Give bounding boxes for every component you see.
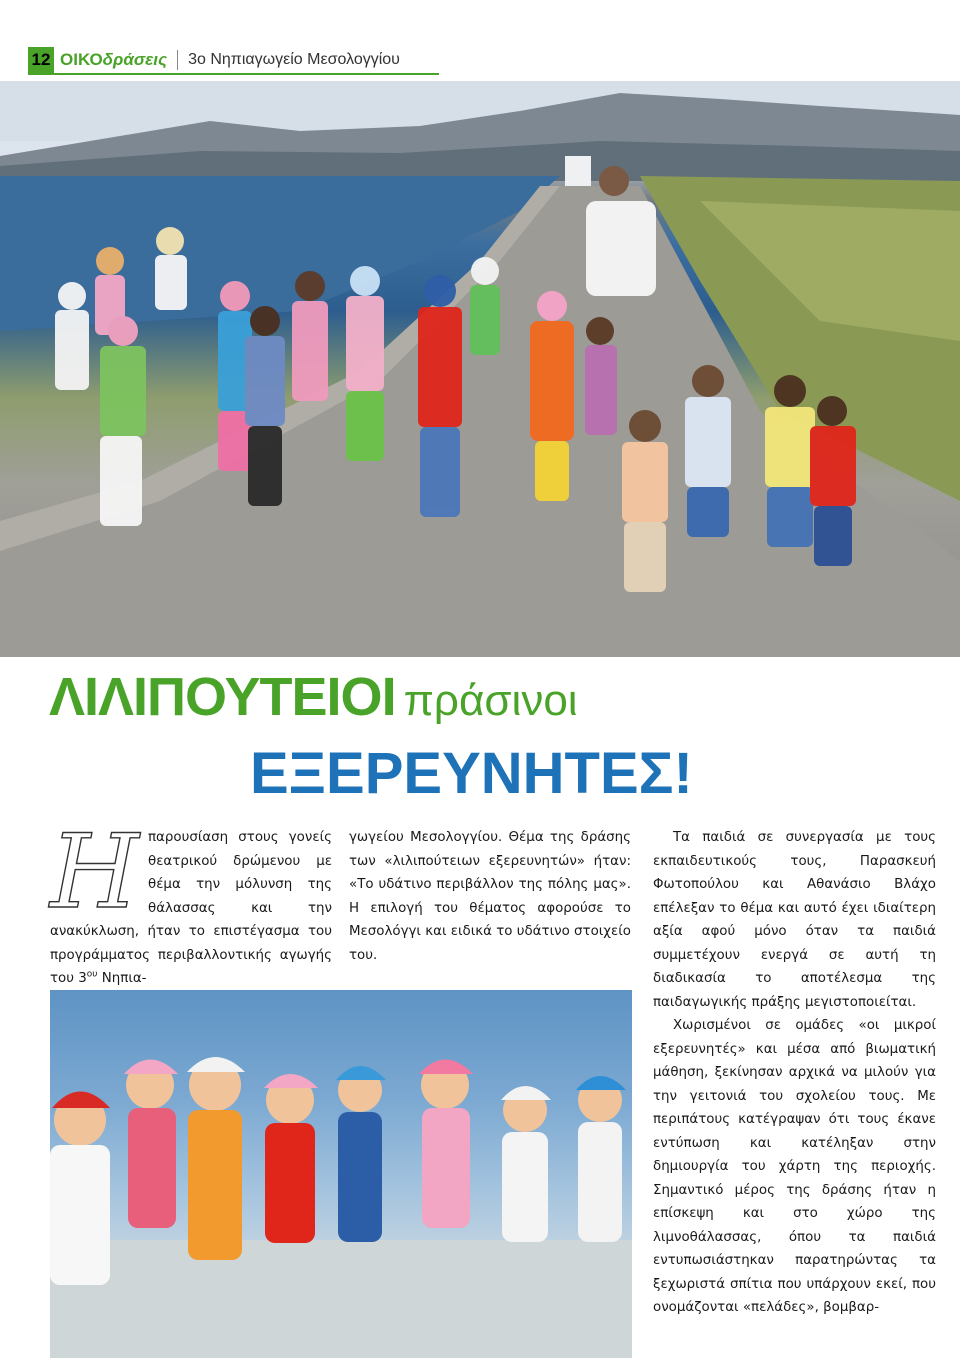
page-number: 12 [28,47,54,73]
title-small-word: πράσινοι [403,676,578,725]
column-3 [653,826,936,1320]
col3-paragraph-2: Χωρισμένοι σε ομάδες «οι μικροί εξερευνητές» και μέσα από βιωματική μάθηση, ξεκίνησαν αρχικά να μιλούν για την γειτονιά του σχολείου τους. Με περιπάτους κατέγραψαν ότι τους έκανε εντύπωση και κατέληξαν στην δημιουργία του χάρτη της περιοχής. Σημαντικό μέρος της δράσης ήταν η επίσκεψη και στο χώρο της λιμνοθάλασσας, όπου τα παιδιά εντυπωσιάστηκαν παρατηρώντας τα ξεχωριστά σπίτια που υπάρχουν εκεί, που ονομάζονται «πελάδες», βομβαρ- [653,1018,936,1315]
col1-text: παρουσίαση στους γονείς θεατρικού δρώμενου με θέμα την μόλυνση της θάλασσας και την ανακύκλωση, ήταν το επιστέγασμα του προγράμματος περιβαλλοντικής αγωγής του 3 [50,830,332,986]
header-underline [28,73,439,75]
dropcap-spacer [50,826,148,920]
article-title-line2: ΕΞΕΡΕΥΝΗΤΕΣ! [250,741,693,806]
brand-italic: δράσεις [102,50,168,69]
drop-cap: Η [50,813,139,932]
header-divider [177,50,178,70]
school-name: 3ο Νηπιαγωγείο Μεσολογγίου [188,51,400,68]
title-main-word: ΛΙΛΙΠΟΥΤΕΙΟΙ [49,667,396,727]
column-1 [50,826,332,991]
brand-plain: ΟΙΚΟ [60,50,103,69]
article-title-line1 [49,668,578,730]
children-group [0,81,960,657]
col3-paragraph-1: Τα παιδιά σε συνεργασία με τους εκπαιδευτικούς τους, Παρασκευή Φωτοπούλου και Αθανάσιο Βλάχο επέλεξαν το θέμα και αυτό έχει ιδιαίτερη αξία αφού μόνο όταν τα παιδιά συμμετέχουν ενεργά σε αυτή τη διαδικασία το αποτέλεσμα της παιδαγωγικής πράξης μεγιστοποιείται. [653,830,936,1010]
magazine-brand [60,47,167,73]
column-2: γωγείου Μεσολογγίου. Θέμα της δράσης των «λιλιπούτειων εξερευνητών» ήταν: «Το υδάτινο περιβάλλον της πόλης μας». Η επιλογή του θέματος αφορούσε το Μεσολόγγι και ειδικά το υδάτινο στοιχείο του. [349,830,631,963]
col1-superscript: ου [86,969,98,980]
group-photo [0,81,960,657]
col1-tail: Νηπια- [97,971,147,986]
lagoon-scene [50,990,632,1358]
children-by-lagoon-photo [50,990,632,1358]
page-header [28,47,400,73]
